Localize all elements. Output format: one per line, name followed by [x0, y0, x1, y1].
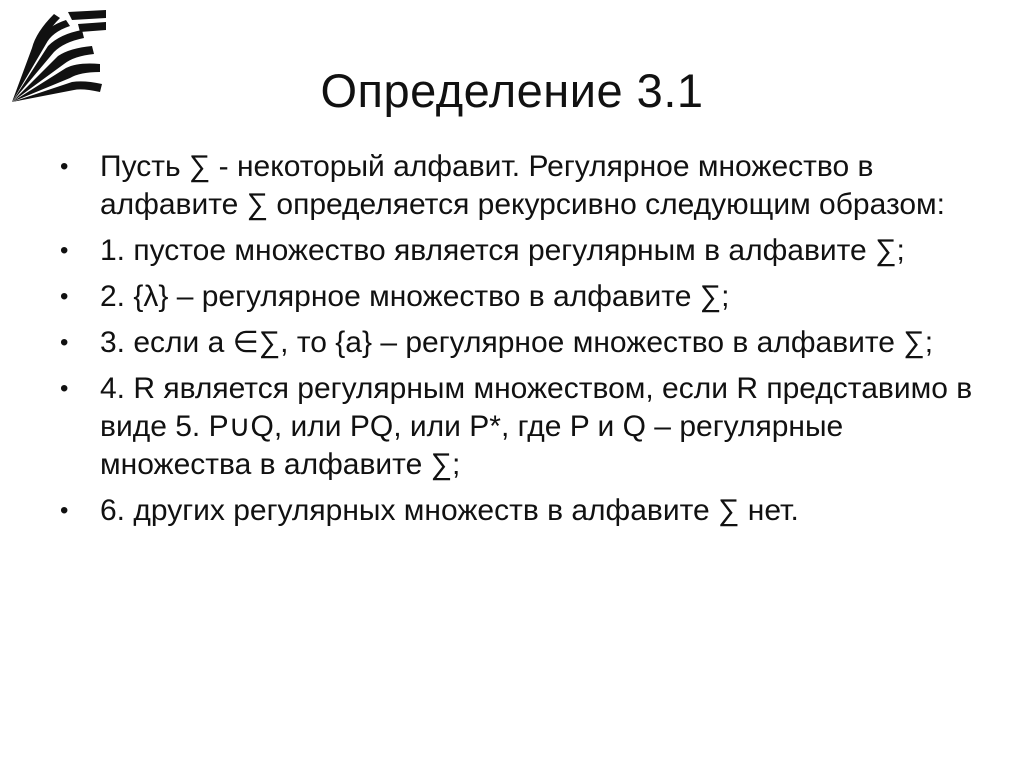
bullet-text: 1. пустое множество является регулярным в алфавите ∑; [100, 234, 905, 267]
bullet-marker: • [60, 375, 69, 402]
list-item [60, 148, 980, 224]
list-item [60, 278, 980, 316]
list-item [60, 370, 980, 484]
slide-title: Определение 3.1 [320, 64, 704, 117]
list-item [60, 324, 980, 362]
bullet-text: 4. R является регулярным множеством, если R представимо в виде 5. P∪Q, или PQ, или P*, где P и Q – регулярные множества в алфавите ∑; [100, 372, 973, 481]
bullet-text: 3. если a ∈∑, то {a} – регулярное множество в алфавите ∑; [100, 326, 934, 359]
bullet-list [60, 148, 980, 538]
bullet-marker: • [60, 329, 69, 356]
bullet-text: Пусть ∑ - некоторый алфавит. Регулярное множество в алфавите ∑ определяется рекурсивно следующим образом: [100, 150, 946, 221]
bullet-marker: • [60, 153, 69, 180]
bullet-text: 6. других регулярных множеств в алфавите ∑ нет. [100, 494, 799, 527]
list-item [60, 492, 980, 530]
bullet-text: 2. {λ} – регулярное множество в алфавите ∑; [100, 280, 730, 313]
list-item [60, 232, 980, 270]
bullet-marker: • [60, 497, 69, 524]
bullet-marker: • [60, 283, 69, 310]
bullet-marker: • [60, 237, 69, 264]
